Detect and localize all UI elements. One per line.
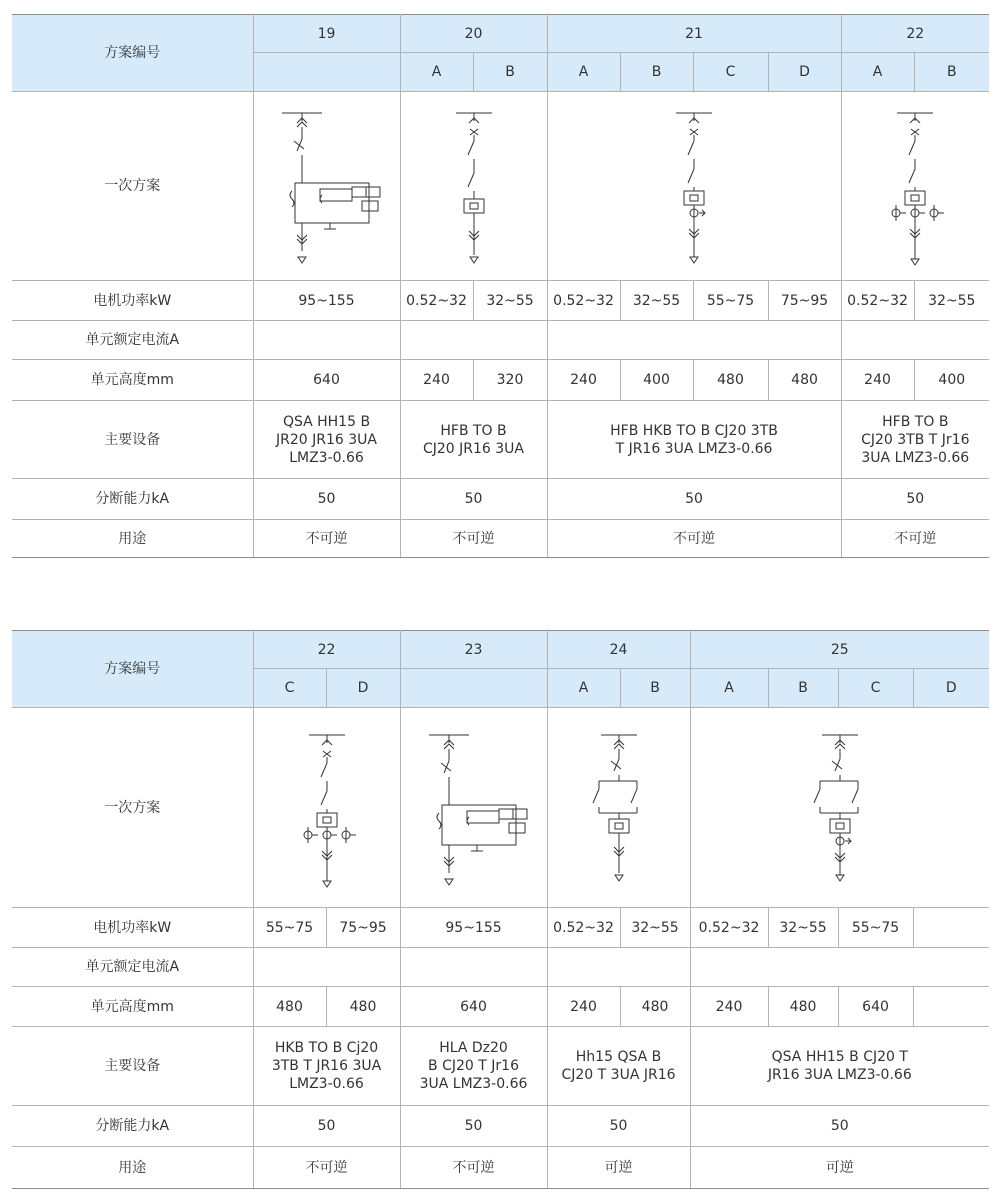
- equipment-cell: HKB TO B Cj20 3TB T JR16 3UA LMZ3-0.66: [253, 1027, 400, 1106]
- power-cell: 55~75: [838, 908, 913, 948]
- current-cell: [690, 948, 989, 987]
- scheme-number: 23: [400, 631, 547, 669]
- sub-scheme: B: [620, 669, 690, 708]
- power-cell: 32~55: [620, 908, 690, 948]
- power-cell: 55~75: [693, 281, 768, 321]
- height-cell: 480: [768, 360, 841, 401]
- height-cell: 480: [326, 987, 400, 1027]
- sub-scheme: D: [326, 669, 400, 708]
- height-cell: 400: [914, 360, 989, 401]
- breaking-cell: 50: [547, 479, 841, 520]
- sub-scheme: B: [914, 53, 989, 92]
- current-cell: [253, 948, 400, 987]
- sub-scheme: C: [693, 53, 768, 92]
- circuit-diagram-basic: [400, 92, 547, 281]
- height-cell: 320: [473, 360, 547, 401]
- height-cell: 240: [690, 987, 768, 1027]
- height-cell: 480: [620, 987, 690, 1027]
- row-label-motor-power: 电机功率kW: [12, 908, 253, 948]
- breaking-cell: 50: [253, 479, 400, 520]
- row-label-breaking-capacity: 分断能力kA: [12, 1106, 253, 1147]
- height-cell-empty: [913, 987, 989, 1027]
- equipment-cell: HFB TO B CJ20 3TB T Jr16 3UA LMZ3-0.66: [841, 401, 989, 479]
- power-cell: 0.52~32: [400, 281, 473, 321]
- usage-cell: 不可逆: [400, 520, 547, 558]
- spec-table-2: [12, 630, 989, 1189]
- height-cell: 640: [400, 987, 547, 1027]
- sub-scheme: A: [841, 53, 914, 92]
- row-label-breaking-capacity: 分断能力kA: [12, 479, 253, 520]
- sub-scheme: B: [620, 53, 693, 92]
- breaking-cell: 50: [547, 1106, 690, 1147]
- power-cell: 55~75: [253, 908, 326, 948]
- row-label-usage: 用途: [12, 1147, 253, 1189]
- scheme-number: 21: [547, 15, 841, 53]
- header-scheme-no-label: 方案编号: [12, 15, 253, 92]
- sub-scheme: A: [690, 669, 768, 708]
- scheme-number: 22: [841, 15, 989, 53]
- power-cell: 32~55: [914, 281, 989, 321]
- breaking-cell: 50: [841, 479, 989, 520]
- height-cell: 240: [400, 360, 473, 401]
- power-cell: 95~155: [253, 281, 400, 321]
- power-cell: 0.52~32: [690, 908, 768, 948]
- power-cell: 0.52~32: [547, 281, 620, 321]
- row-label-motor-power: 电机功率kW: [12, 281, 253, 321]
- scheme-number: 19: [253, 15, 400, 53]
- equipment-cell: QSA HH15 B CJ20 T JR16 3UA LMZ3-0.66: [690, 1027, 989, 1106]
- sub-scheme: C: [253, 669, 326, 708]
- row-label-unit-height: 单元高度mm: [12, 987, 253, 1027]
- circuit-diagram-with-ct: [547, 92, 841, 281]
- header-scheme-no-label: 方案编号: [12, 631, 253, 708]
- height-cell: 480: [768, 987, 838, 1027]
- usage-cell: 不可逆: [841, 520, 989, 558]
- power-cell: 75~95: [768, 281, 841, 321]
- height-cell: 240: [547, 987, 620, 1027]
- row-label-main-equipment: 主要设备: [12, 401, 253, 479]
- circuit-diagram-reversing: [547, 708, 690, 908]
- current-cell: [253, 321, 400, 360]
- row-label-rated-current: 单元额定电流A: [12, 321, 253, 360]
- spec-table-1: [12, 14, 989, 558]
- height-cell: 480: [253, 987, 326, 1027]
- sub-scheme: B: [768, 669, 838, 708]
- height-cell: 240: [547, 360, 620, 401]
- row-label-main-equipment: 主要设备: [12, 1027, 253, 1106]
- row-label-primary: 一次方案: [12, 92, 253, 281]
- row-label-unit-height: 单元高度mm: [12, 360, 253, 401]
- usage-cell: 可逆: [690, 1147, 989, 1189]
- sub-scheme-empty: [400, 669, 547, 708]
- circuit-diagram-complex: [400, 708, 547, 908]
- circuit-diagram-complex: [253, 92, 400, 281]
- scheme-number: 25: [690, 631, 989, 669]
- equipment-cell: HFB TO B CJ20 JR16 3UA: [400, 401, 547, 479]
- current-cell: [547, 948, 690, 987]
- height-cell: 480: [693, 360, 768, 401]
- usage-cell: 不可逆: [547, 520, 841, 558]
- height-cell: 640: [838, 987, 913, 1027]
- scheme-number: 24: [547, 631, 690, 669]
- current-cell: [841, 321, 989, 360]
- breaking-cell: 50: [690, 1106, 989, 1147]
- height-cell: 640: [253, 360, 400, 401]
- height-cell: 400: [620, 360, 693, 401]
- sub-scheme: A: [400, 53, 473, 92]
- power-cell: 32~55: [768, 908, 838, 948]
- circuit-diagram-three-ct: [253, 708, 400, 908]
- breaking-cell: 50: [400, 1106, 547, 1147]
- current-cell: [400, 321, 547, 360]
- sub-scheme: D: [768, 53, 841, 92]
- sub-scheme: A: [547, 53, 620, 92]
- power-cell-empty: [913, 908, 989, 948]
- equipment-cell: HFB HKB TO B CJ20 3TB T JR16 3UA LMZ3-0.66: [547, 401, 841, 479]
- sub-scheme-empty: [253, 53, 400, 92]
- power-cell: 32~55: [473, 281, 547, 321]
- current-cell: [400, 948, 547, 987]
- power-cell: 0.52~32: [547, 908, 620, 948]
- circuit-diagram-reversing-ct: [690, 708, 989, 908]
- scheme-number: 22: [253, 631, 400, 669]
- equipment-cell: QSA HH15 B JR20 JR16 3UA LMZ3-0.66: [253, 401, 400, 479]
- circuit-diagram-three-ct: [841, 92, 989, 281]
- usage-cell: 可逆: [547, 1147, 690, 1189]
- current-cell: [547, 321, 841, 360]
- power-cell: 95~155: [400, 908, 547, 948]
- breaking-cell: 50: [253, 1106, 400, 1147]
- sub-scheme: B: [473, 53, 547, 92]
- breaking-cell: 50: [400, 479, 547, 520]
- row-label-rated-current: 单元额定电流A: [12, 948, 253, 987]
- usage-cell: 不可逆: [400, 1147, 547, 1189]
- height-cell: 240: [841, 360, 914, 401]
- scheme-number: 20: [400, 15, 547, 53]
- usage-cell: 不可逆: [253, 520, 400, 558]
- row-label-usage: 用途: [12, 520, 253, 558]
- row-label-primary: 一次方案: [12, 708, 253, 908]
- sub-scheme: D: [913, 669, 989, 708]
- sub-scheme: C: [838, 669, 913, 708]
- equipment-cell: Hh15 QSA B CJ20 T 3UA JR16: [547, 1027, 690, 1106]
- usage-cell: 不可逆: [253, 1147, 400, 1189]
- power-cell: 0.52~32: [841, 281, 914, 321]
- equipment-cell: HLA Dz20 B CJ20 T Jr16 3UA LMZ3-0.66: [400, 1027, 547, 1106]
- sub-scheme: A: [547, 669, 620, 708]
- power-cell: 32~55: [620, 281, 693, 321]
- power-cell: 75~95: [326, 908, 400, 948]
